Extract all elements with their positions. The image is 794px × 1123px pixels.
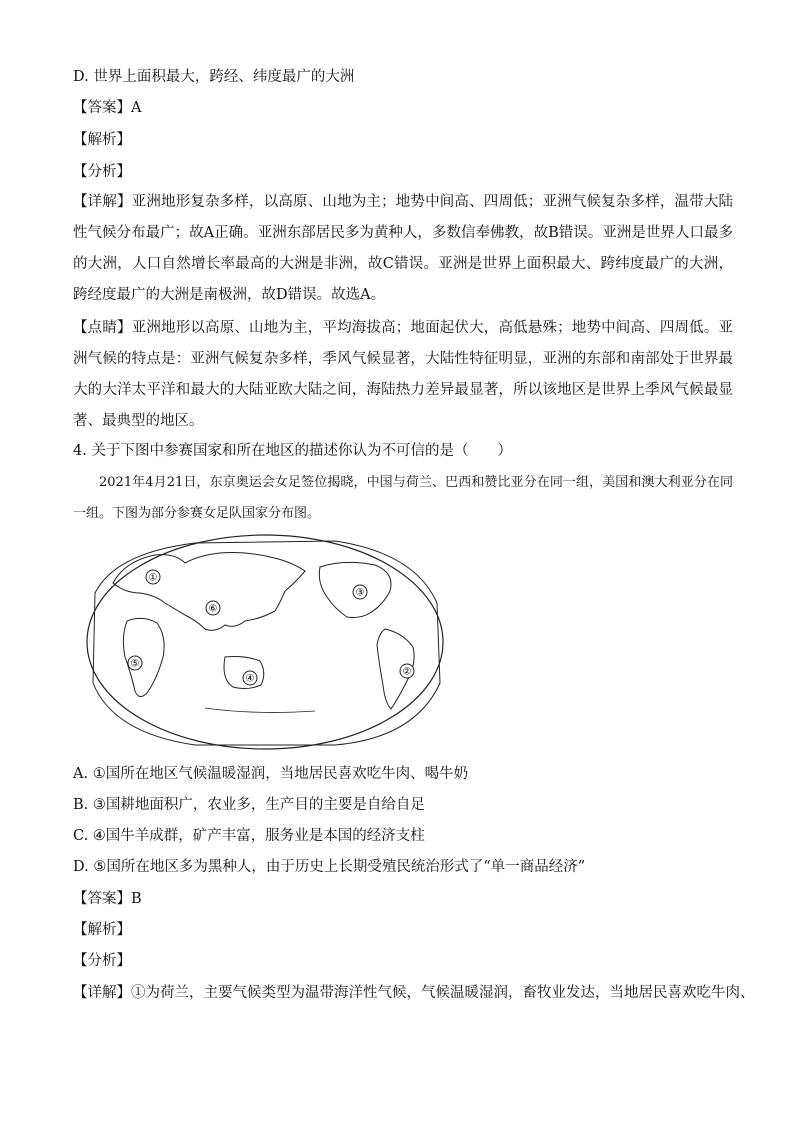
map-label-5: ⑤: [130, 658, 140, 670]
q3-jiexi-label: 【解析】: [73, 132, 131, 148]
map-label-1: ①: [148, 572, 158, 584]
q4-option-c: C. ④国牛羊成群，矿产丰富，服务业是本国的经济支柱: [73, 828, 425, 844]
q4-option-d: D. ⑤国所在地区多为黑种人，由于历史上长期受殖民统治形式了“单一商品经济”: [73, 859, 586, 875]
q4-detail: 【详解】①为荷兰，主要气候类型为温带海洋性气候，气候温暖湿润，畜牧业发达，当地居民喜欢吃牛肉、: [73, 985, 755, 1001]
map-label-2: ②: [402, 666, 412, 678]
q4-answer: 【答案】B: [73, 891, 142, 907]
q4-jiexi-label: 【解析】: [73, 922, 131, 938]
q3-fenxi-label: 【分析】: [73, 164, 131, 180]
q3-option-d: D. 世界上面积最大，跨经、纬度最广的大洲: [73, 69, 355, 85]
map-label-4: ④: [245, 673, 255, 685]
q3-dianjing: 【点睛】亚洲地形以高原、山地为主，平均海拔高；地面起伏大，高低悬殊；地势中间高、四周低。亚洲气候的特点是：亚洲气候复杂多样，季风气候显著，大陆性特征明显，亚洲的东部和南部处于世界最大的大洋太平洋和最大的大陆亚欧大陆之间，海陆热力差异最显著，所以该地区是世界上季风气候最显著、最典型的地区。: [73, 320, 733, 429]
q4-stem: 4. 关于下图中参赛国家和所在地区的描述你认为不可信的是（ ）: [73, 443, 512, 459]
q3-detail: 【详解】亚洲地形复杂多样，以高原、山地为主；地势中间高、四周低；亚洲气候复杂多样，温带大陆性气候分布最广；故A正确。亚洲东部居民多为黄种人，多数信奉佛教，故B错误。亚洲是世界人口最多的大洲，人口自然增长率最高的大洲是非洲，故C错误。亚洲是世界上面积最大、跨纬度最广的大洲，跨经度最广的大洲是南极洲，故D错误。故选A。: [73, 194, 733, 303]
q3-answer: 【答案】A: [73, 100, 142, 116]
world-map-figure: [85, 533, 445, 751]
map-label-6: ⑥: [208, 603, 218, 615]
q4-option-a: A. ①国所在地区气候温暖湿润，当地居民喜欢吃牛肉、喝牛奶: [73, 766, 469, 782]
q4-fenxi-label: 【分析】: [73, 953, 131, 969]
q4-option-b: B. ③国耕地面积广，农业多，生产目的主要是自给自足: [73, 797, 425, 813]
world-map: [85, 533, 445, 751]
q4-material: 2021年4月21日，东京奥运会女足签位揭晓，中国与荷兰、巴西和赞比亚分在同一组，美国和澳大利亚分在同一组。下图为部分参赛女足队国家分布图。: [73, 475, 733, 521]
map-label-3: ③: [355, 587, 365, 599]
